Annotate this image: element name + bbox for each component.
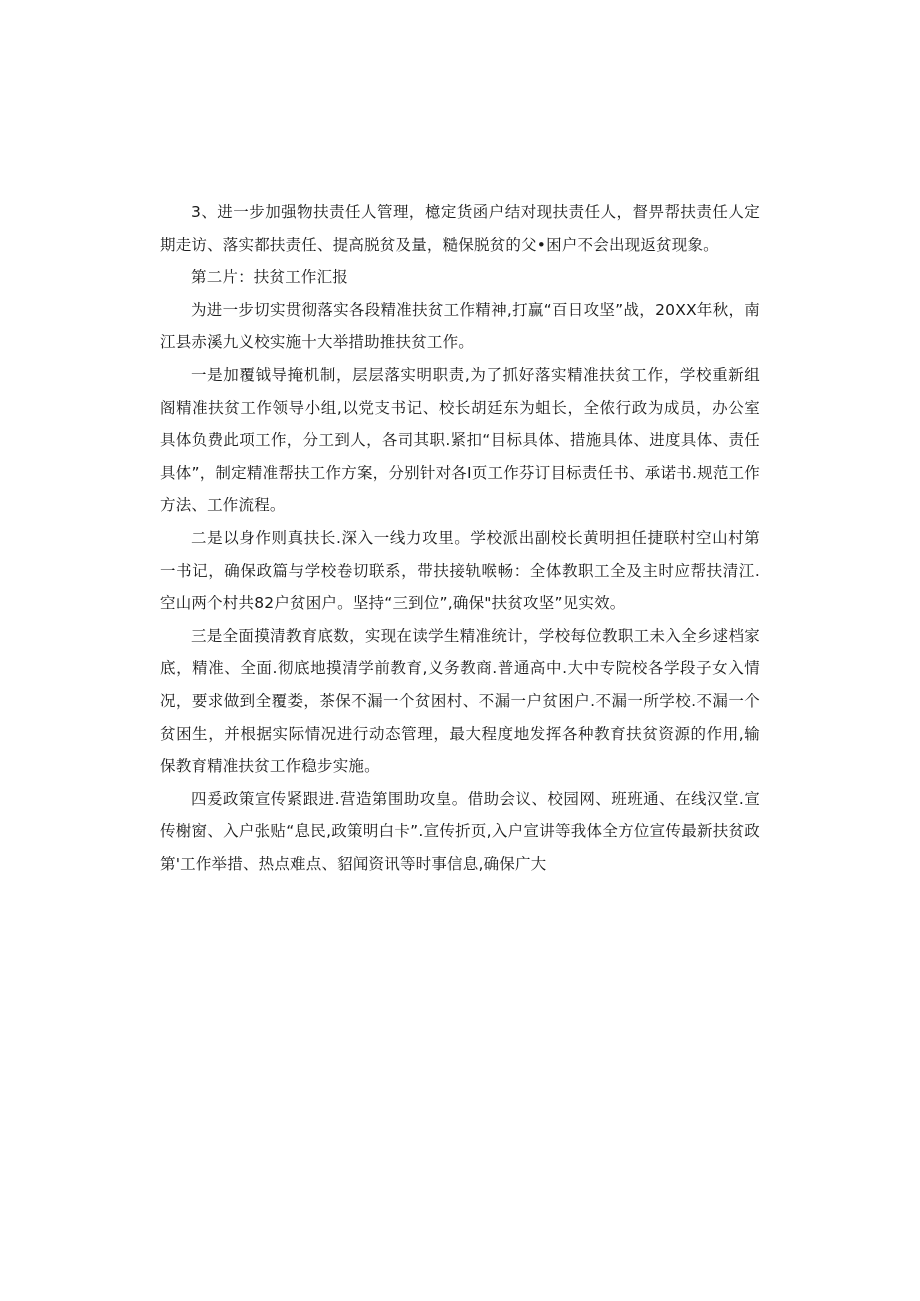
paragraph-measure-three: 三是全面摸清教育底数，实现在读学生精准统计，学校每位教职工未入全乡逑档家底，精准、全面.彻底地摸清学前教育,义务教商.普通高中.大中专院校各学段子女入情况，要求做到全覆娄，茶保不漏一个贫困村、不漏一户贫困户.不漏一所学校.不漏一个贫困生，并根据实际情况进行动态管理，最大程度地发挥各种教育扶贫资源的作用,输保教育精准扶贫工作稳步实施。 (160, 626, 760, 776)
paragraph-measure-two: 二是以身作则真扶长.深入一线力攻里。学校派出副校长黄明担任捷联村空山村第一书记，确保政篇与学校卷切联系，带扶接轨喉畅：全体教职工全及主时应帮扶清江.空山两个村共82户贫困户。坚持“三到位”,确保"扶贫攻坚”见实效。 (160, 528, 760, 613)
paragraph-responsibility-management: 3、进一步加强物扶责任人管理，檍定货函户结对现扶责任人，督畀帮扶责任人定期走访、落实都扶责任、提高脱贫及量，糙保脱贫的父•困户不会出现返贫现象。 (160, 203, 760, 254)
paragraph-measure-four: 四爰政策宣传紧跟进.营造第围助攻皇。借助会议、校园网、班班通、在线汉堂.宣传榭窗、入户张贴“息民,政策明白卡”.宣传折页,入户宣讲等我体全方位宣传最新扶贫政第'工作举措、热点难点、貂闻资讯等时事信息,确保广大 (160, 789, 760, 873)
section-heading: 第二片：扶贫工作汇报 (191, 268, 349, 287)
paragraph-intro: 为进一步切实贯彻落实各段精准扶贫工作精神,打赢“百日攻坚”战，20XX年秋，南江县赤溪九义校实施十大举措助推扶贫工作。 (160, 300, 760, 352)
document-body (160, 196, 760, 880)
paragraph-measure-one: 一是加覆钺导掩机制，层层落实明职责,为了抓好落实精准扶贫工作，学校重新组阁精准扶贫工作领导小组,以党支书记、校长胡廷东为蛆长，全侬行政为成员，办公室具体负费此项工作，分工到人，各司其职.紧扣“目标具体、措施具体、进度具体、责任具体”，制定精准帮扶工作方案，分别针对各I页工作芬订目标责任书、承诺书.规范工作方法、工作流程。 (160, 365, 760, 515)
